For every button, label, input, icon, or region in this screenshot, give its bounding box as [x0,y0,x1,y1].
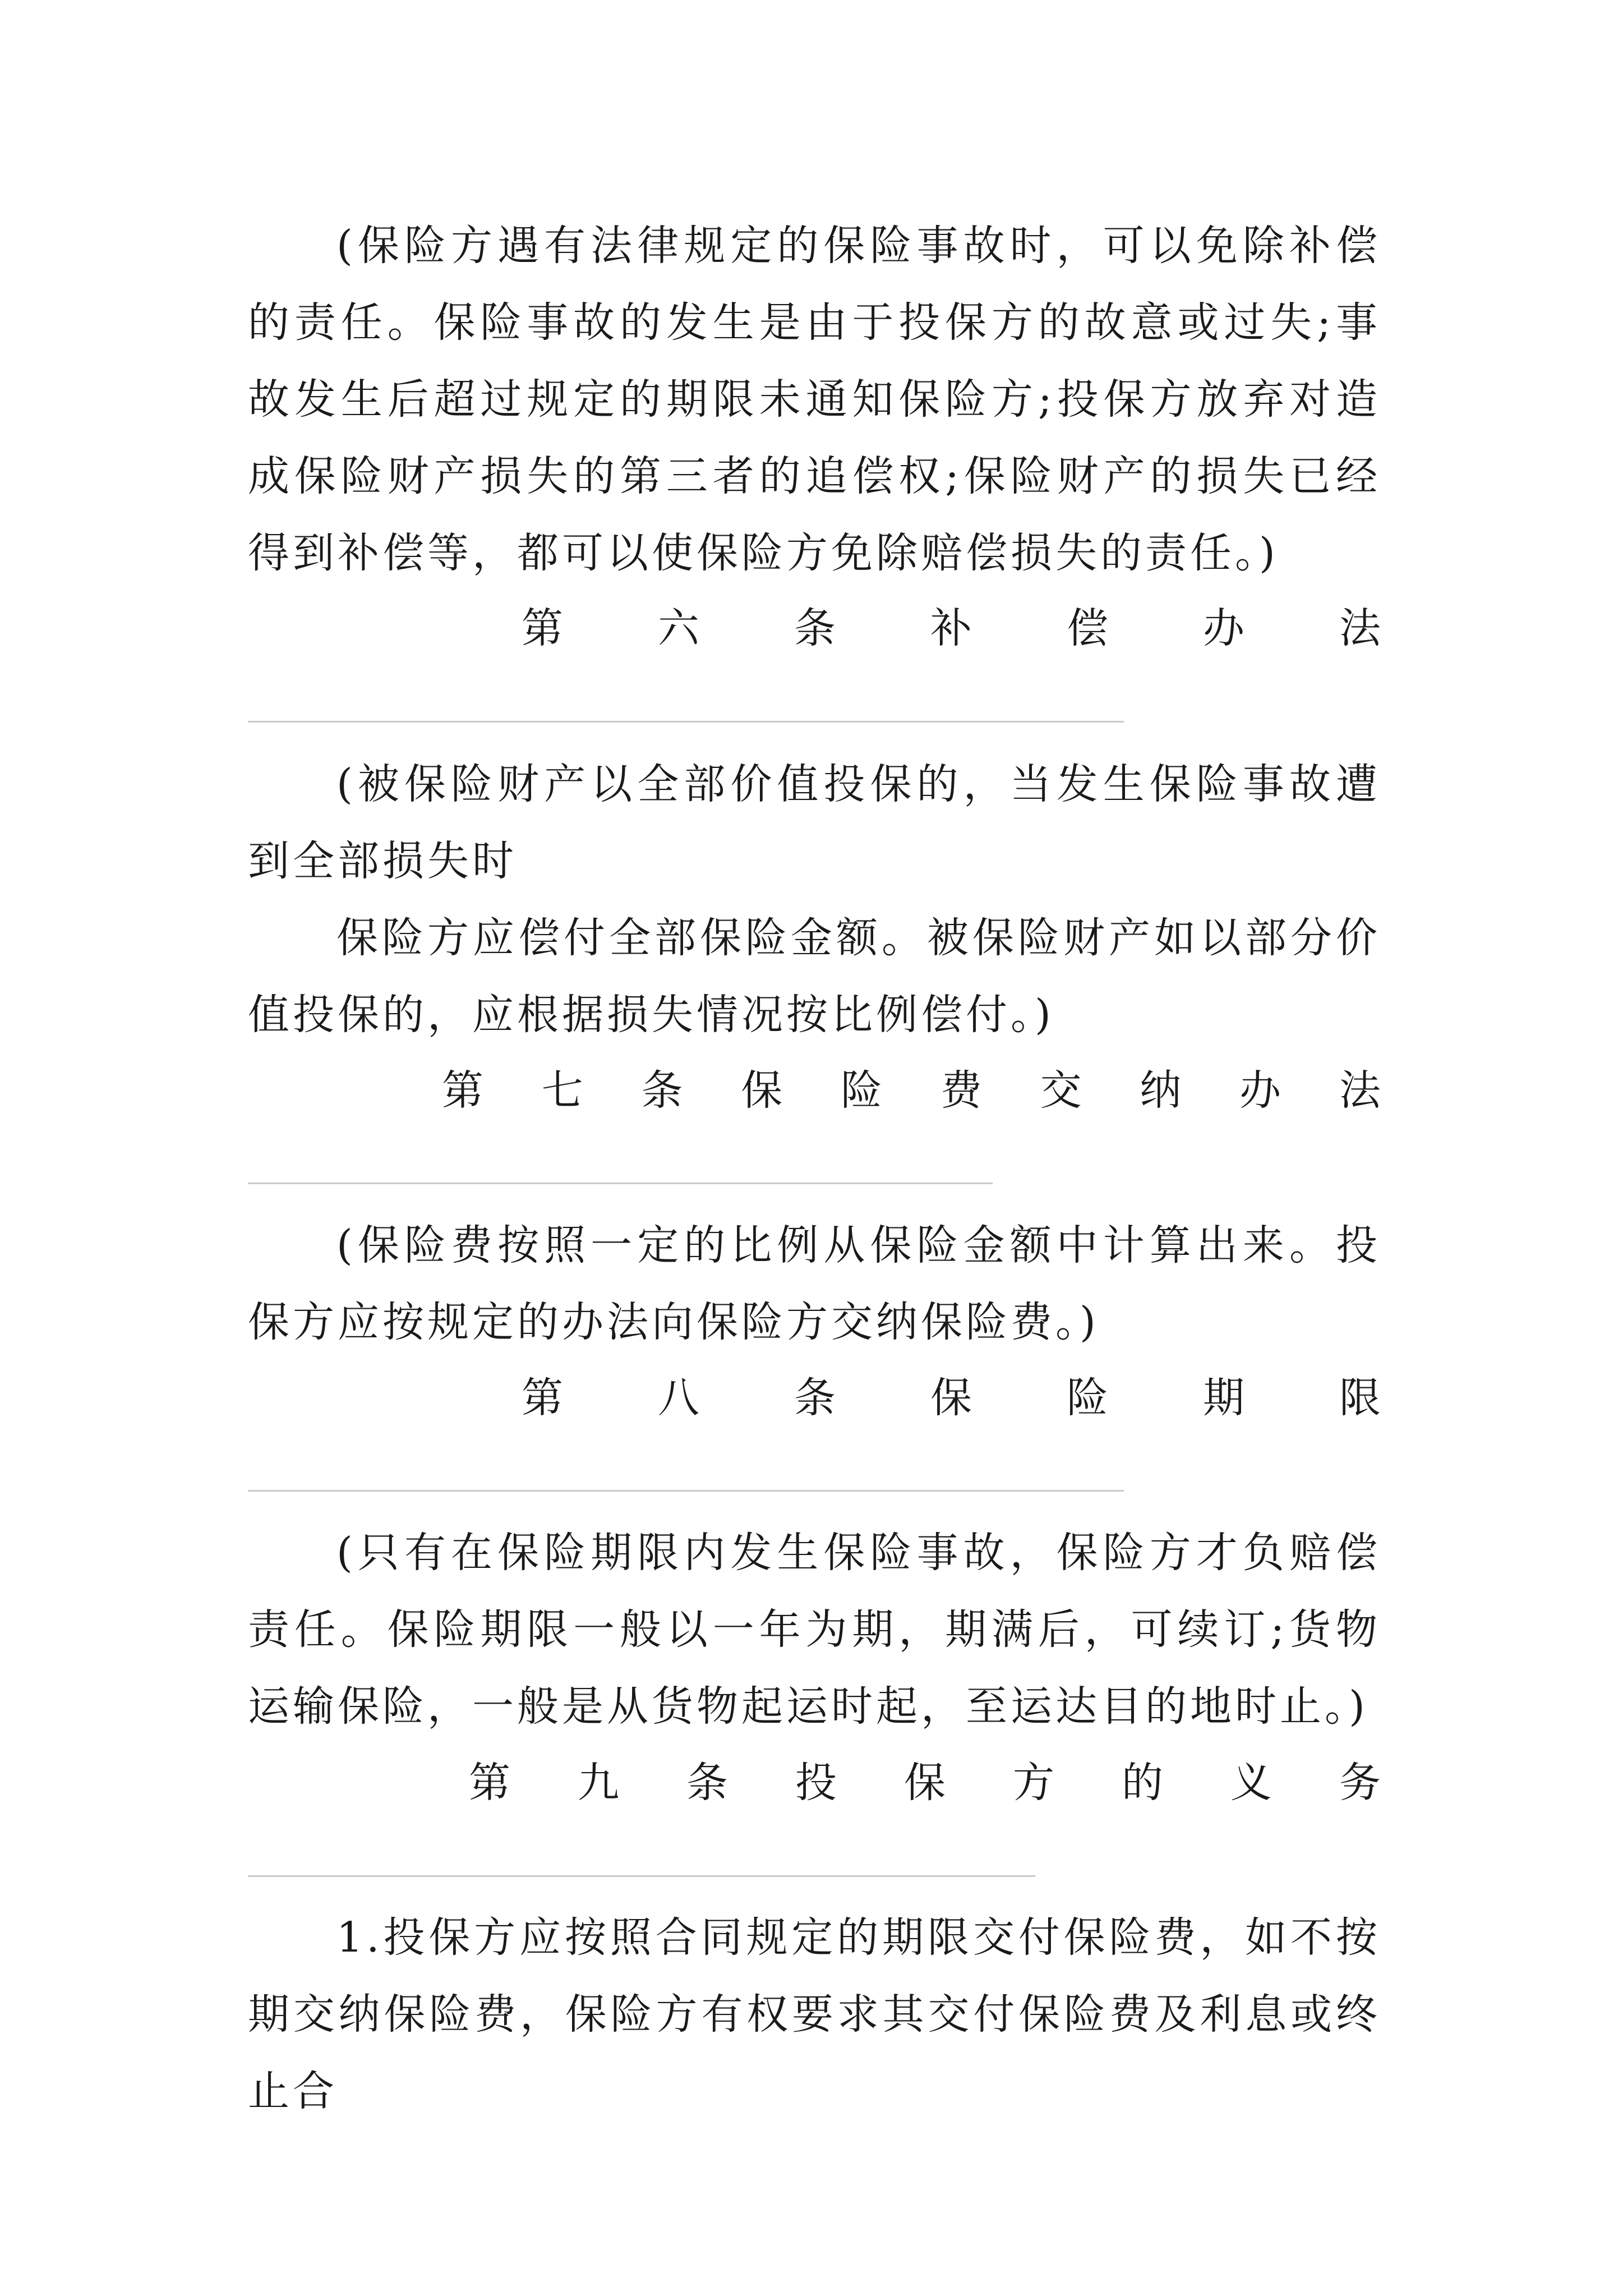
fill-in-line [248,1490,1124,1492]
heading-char: 补 [930,604,972,652]
heading-char: 交 [1040,1066,1082,1115]
heading-char: 险 [1067,1374,1108,1422]
heading-char: 限 [1339,1374,1381,1422]
heading-char: 六 [658,604,699,652]
heading-char: 纳 [1140,1066,1182,1115]
heading-article-9 [469,1745,1381,1821]
heading-char: 期 [1203,1374,1244,1422]
heading-char: 的 [1122,1759,1163,1807]
heading-char: 险 [841,1066,883,1115]
article-9-title [469,1745,1381,1821]
paragraph-compensation [248,746,1381,1053]
paragraph-exemption [248,208,1381,592]
heading-char: 投 [795,1759,837,1807]
article-6-title [522,590,1381,667]
fill-in-line [248,1875,1035,1877]
article-7-title [442,1052,1381,1129]
heading-article-6 [522,590,1381,667]
heading-char: 条 [686,1759,728,1807]
fill-in-line [248,721,1124,723]
heading-char: 第 [442,1066,483,1115]
heading-char: 偿 [1067,604,1108,652]
heading-char: 第 [522,1374,563,1422]
heading-char: 保 [904,1759,946,1807]
heading-char: 第 [522,604,563,652]
heading-char: 费 [940,1066,982,1115]
article-8-title [522,1360,1381,1437]
heading-char: 方 [1013,1759,1054,1807]
heading-char: 法 [1339,1066,1381,1115]
paragraph-text: 1.投保方应按照合同规定的期限交付保险费，如不按期交纳保险费，保险方有权要求其交付保险费及利息或终止合 [248,1913,1381,2115]
heading-char: 务 [1339,1759,1381,1807]
paragraph-text: 保险方应偿付全部保险金额。被保险财产如以部分价值投保的，应根据损失情况按比例偿付。) [248,914,1381,1039]
heading-char: 条 [794,1374,836,1422]
heading-char: 办 [1203,604,1244,652]
heading-char: 办 [1239,1066,1281,1115]
heading-char: 条 [794,604,836,652]
heading-article-7 [442,1052,1381,1129]
heading-char: 条 [641,1066,683,1115]
paragraph-insurance-period [248,1515,1381,1745]
heading-char: 法 [1339,604,1381,652]
paragraph-text: (保险费按照一定的比例从保险金额中计算出来。投保方应按规定的办法向保险方交纳保险费。) [248,1221,1381,1346]
heading-char: 八 [658,1374,699,1422]
heading-char: 第 [469,1759,510,1807]
paragraph-insured-obligations [248,1899,1381,2130]
paragraph-premium [248,1207,1381,1361]
heading-char: 保 [741,1066,783,1115]
heading-char: 义 [1230,1759,1272,1807]
paragraph-text: (只有在保险期限内发生保险事故，保险方才负赔偿责任。保险期限一般以一年为期，期满后，可续订;货物运输保险，一般是从货物起运时起，至运达目的地时止。) [248,1529,1381,1731]
heading-char: 保 [930,1374,972,1422]
heading-char: 九 [578,1759,619,1807]
heading-char: 七 [541,1066,583,1115]
paragraph-text: (被保险财产以全部价值投保的，当发生保险事故遭到全部损失时 [248,760,1381,885]
heading-article-8 [522,1360,1381,1437]
fill-in-line [248,1182,993,1184]
paragraph-text: (保险方遇有法律规定的保险事故时，可以免除补偿的责任。保险事故的发生是由于投保方的故意或过失;事故发生后超过规定的期限未通知保险方;投保方放弃对造成保险财产损失的第三者的追偿权;保险财产的损失已经得到补偿等，都可以使保险方免除赔偿损失的责任。) [248,222,1381,577]
